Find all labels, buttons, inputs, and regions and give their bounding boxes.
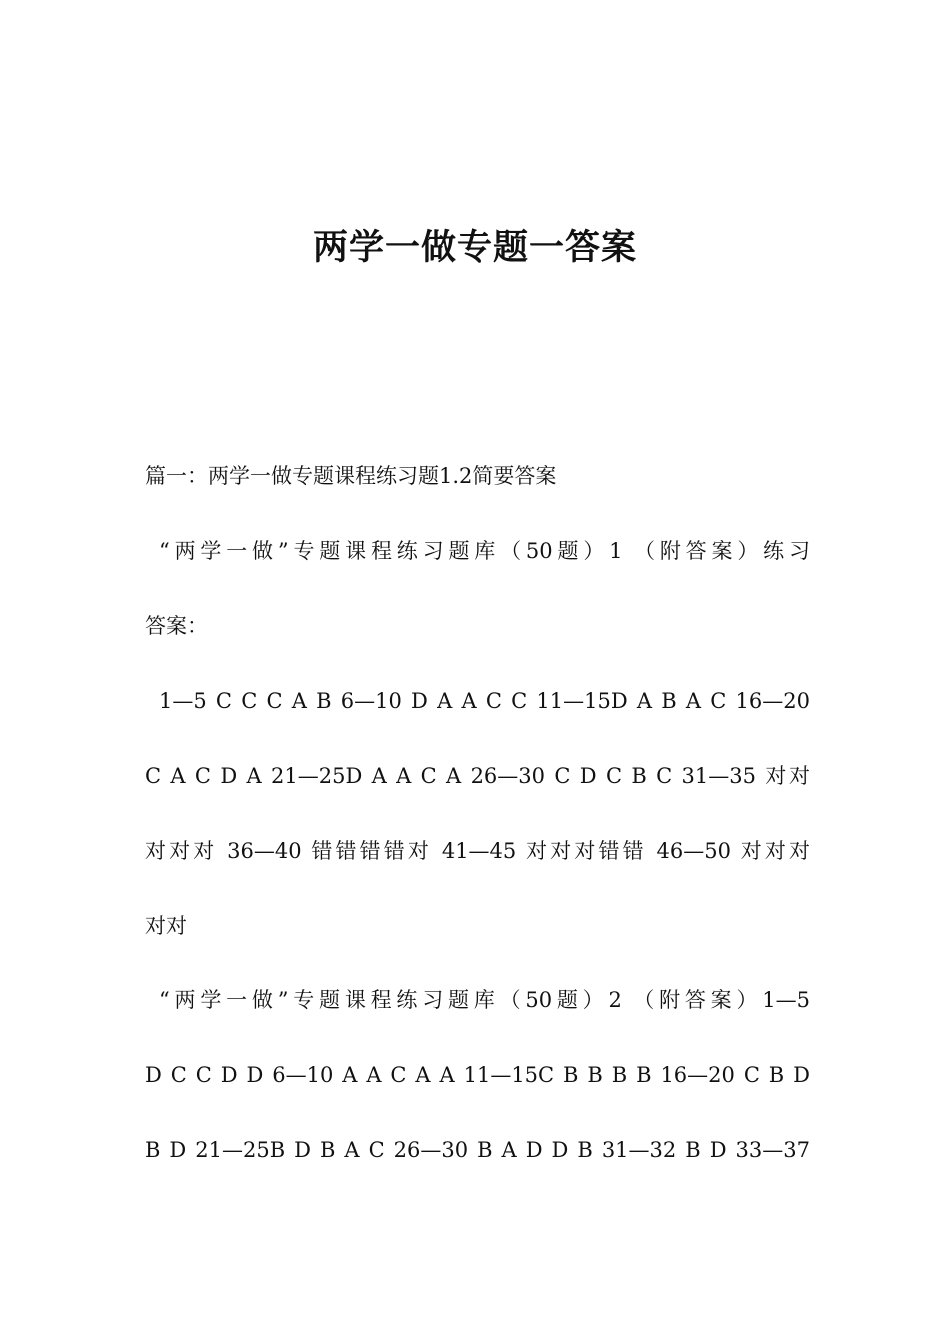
answer-line: 1—5 C C C A B 6—10 D A A C C 11—15D A B A C 16—20 bbox=[159, 689, 810, 713]
answer-line: D C C D D 6—10 A A C A A 11—15C B B B B 16—20 C B D bbox=[145, 1063, 810, 1087]
answer-line: C A C D A 21—25D A A C A 26—30 C D C B C 31—35 对对 bbox=[145, 764, 810, 788]
paragraph-line: 答案： bbox=[145, 614, 208, 638]
answer-line: 对对对 36—40 错错错错对 41—45 对对对错错 46—50 对对对 bbox=[145, 839, 810, 863]
paragraph-line: “两学一做”专题课程练习题库（50题）1 （附答案）练习 bbox=[159, 539, 810, 563]
answer-line: B D 21—25B D B A C 26—30 B A D D B 31—32 B D 33—37 bbox=[145, 1138, 810, 1162]
section-heading: 篇一：两学一做专题课程练习题1.2简要答案 bbox=[145, 464, 557, 488]
document-title: 两学一做专题一答案 bbox=[312, 228, 637, 268]
paragraph-line: “两学一做”专题课程练习题库（50题）2 （附答案）1—5 bbox=[159, 988, 810, 1012]
answer-line: 对对 bbox=[145, 914, 187, 938]
